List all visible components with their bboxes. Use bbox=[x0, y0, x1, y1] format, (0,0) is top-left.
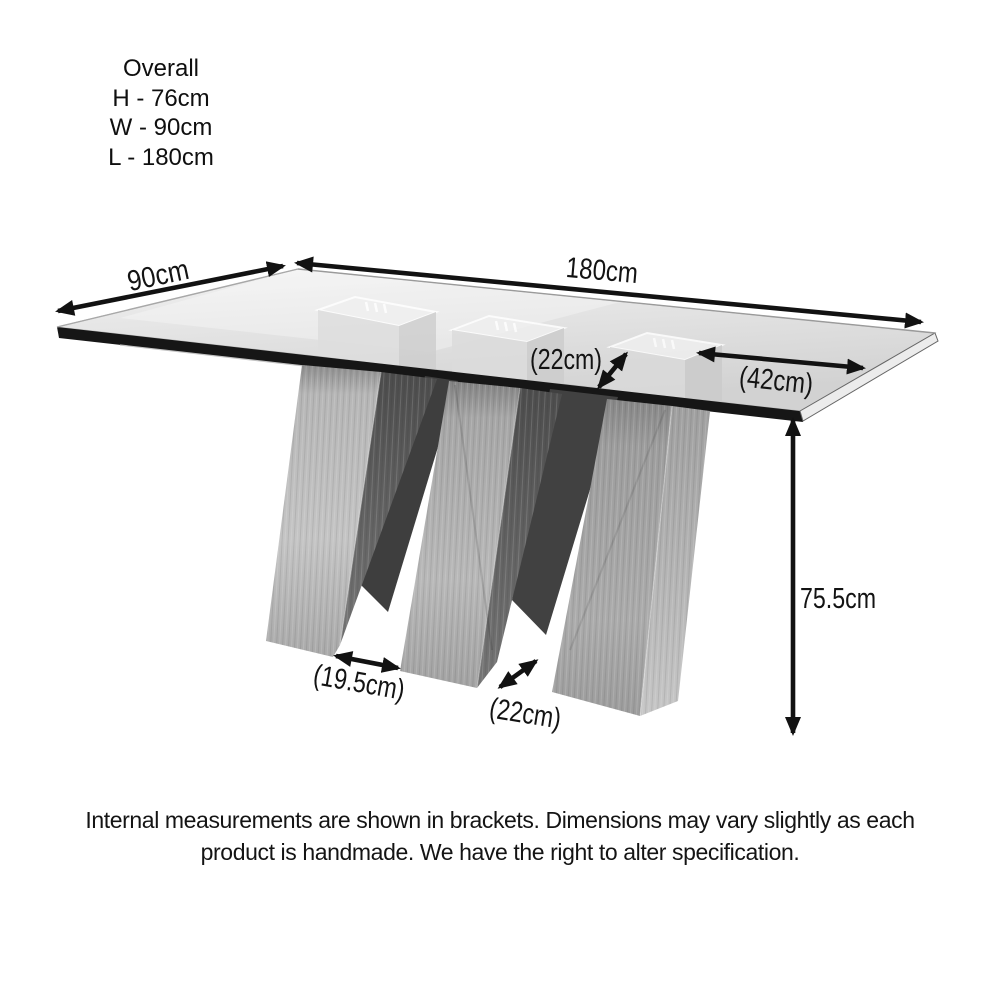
footnote-block bbox=[0, 804, 1000, 868]
arrow-22cm-bottom bbox=[500, 661, 536, 687]
label-pillar-top-gap: (22cm) bbox=[530, 344, 602, 376]
label-top-depth: 90cm bbox=[124, 252, 201, 299]
footnote-line-2: product is handmade. We have the right to alter specification. bbox=[200, 839, 800, 865]
overall-height-line: H - 76cm bbox=[112, 84, 210, 112]
label-top-length: 180cm bbox=[564, 251, 655, 292]
label-top-right-overhang: (42cm) bbox=[737, 361, 831, 403]
overall-length-line: L - 180cm bbox=[108, 143, 214, 171]
footnote-line-1: Internal measurements are shown in brackets. Dimensions may vary slightly as each bbox=[85, 807, 915, 833]
label-base-gap-left: (19.5cm) bbox=[310, 659, 430, 711]
label-base-gap-middle: (22cm) bbox=[487, 692, 582, 739]
overall-title: Overall bbox=[122, 55, 200, 82]
label-base-height: 75.5cm bbox=[800, 583, 876, 615]
overall-width-line: W - 90cm bbox=[109, 114, 213, 141]
